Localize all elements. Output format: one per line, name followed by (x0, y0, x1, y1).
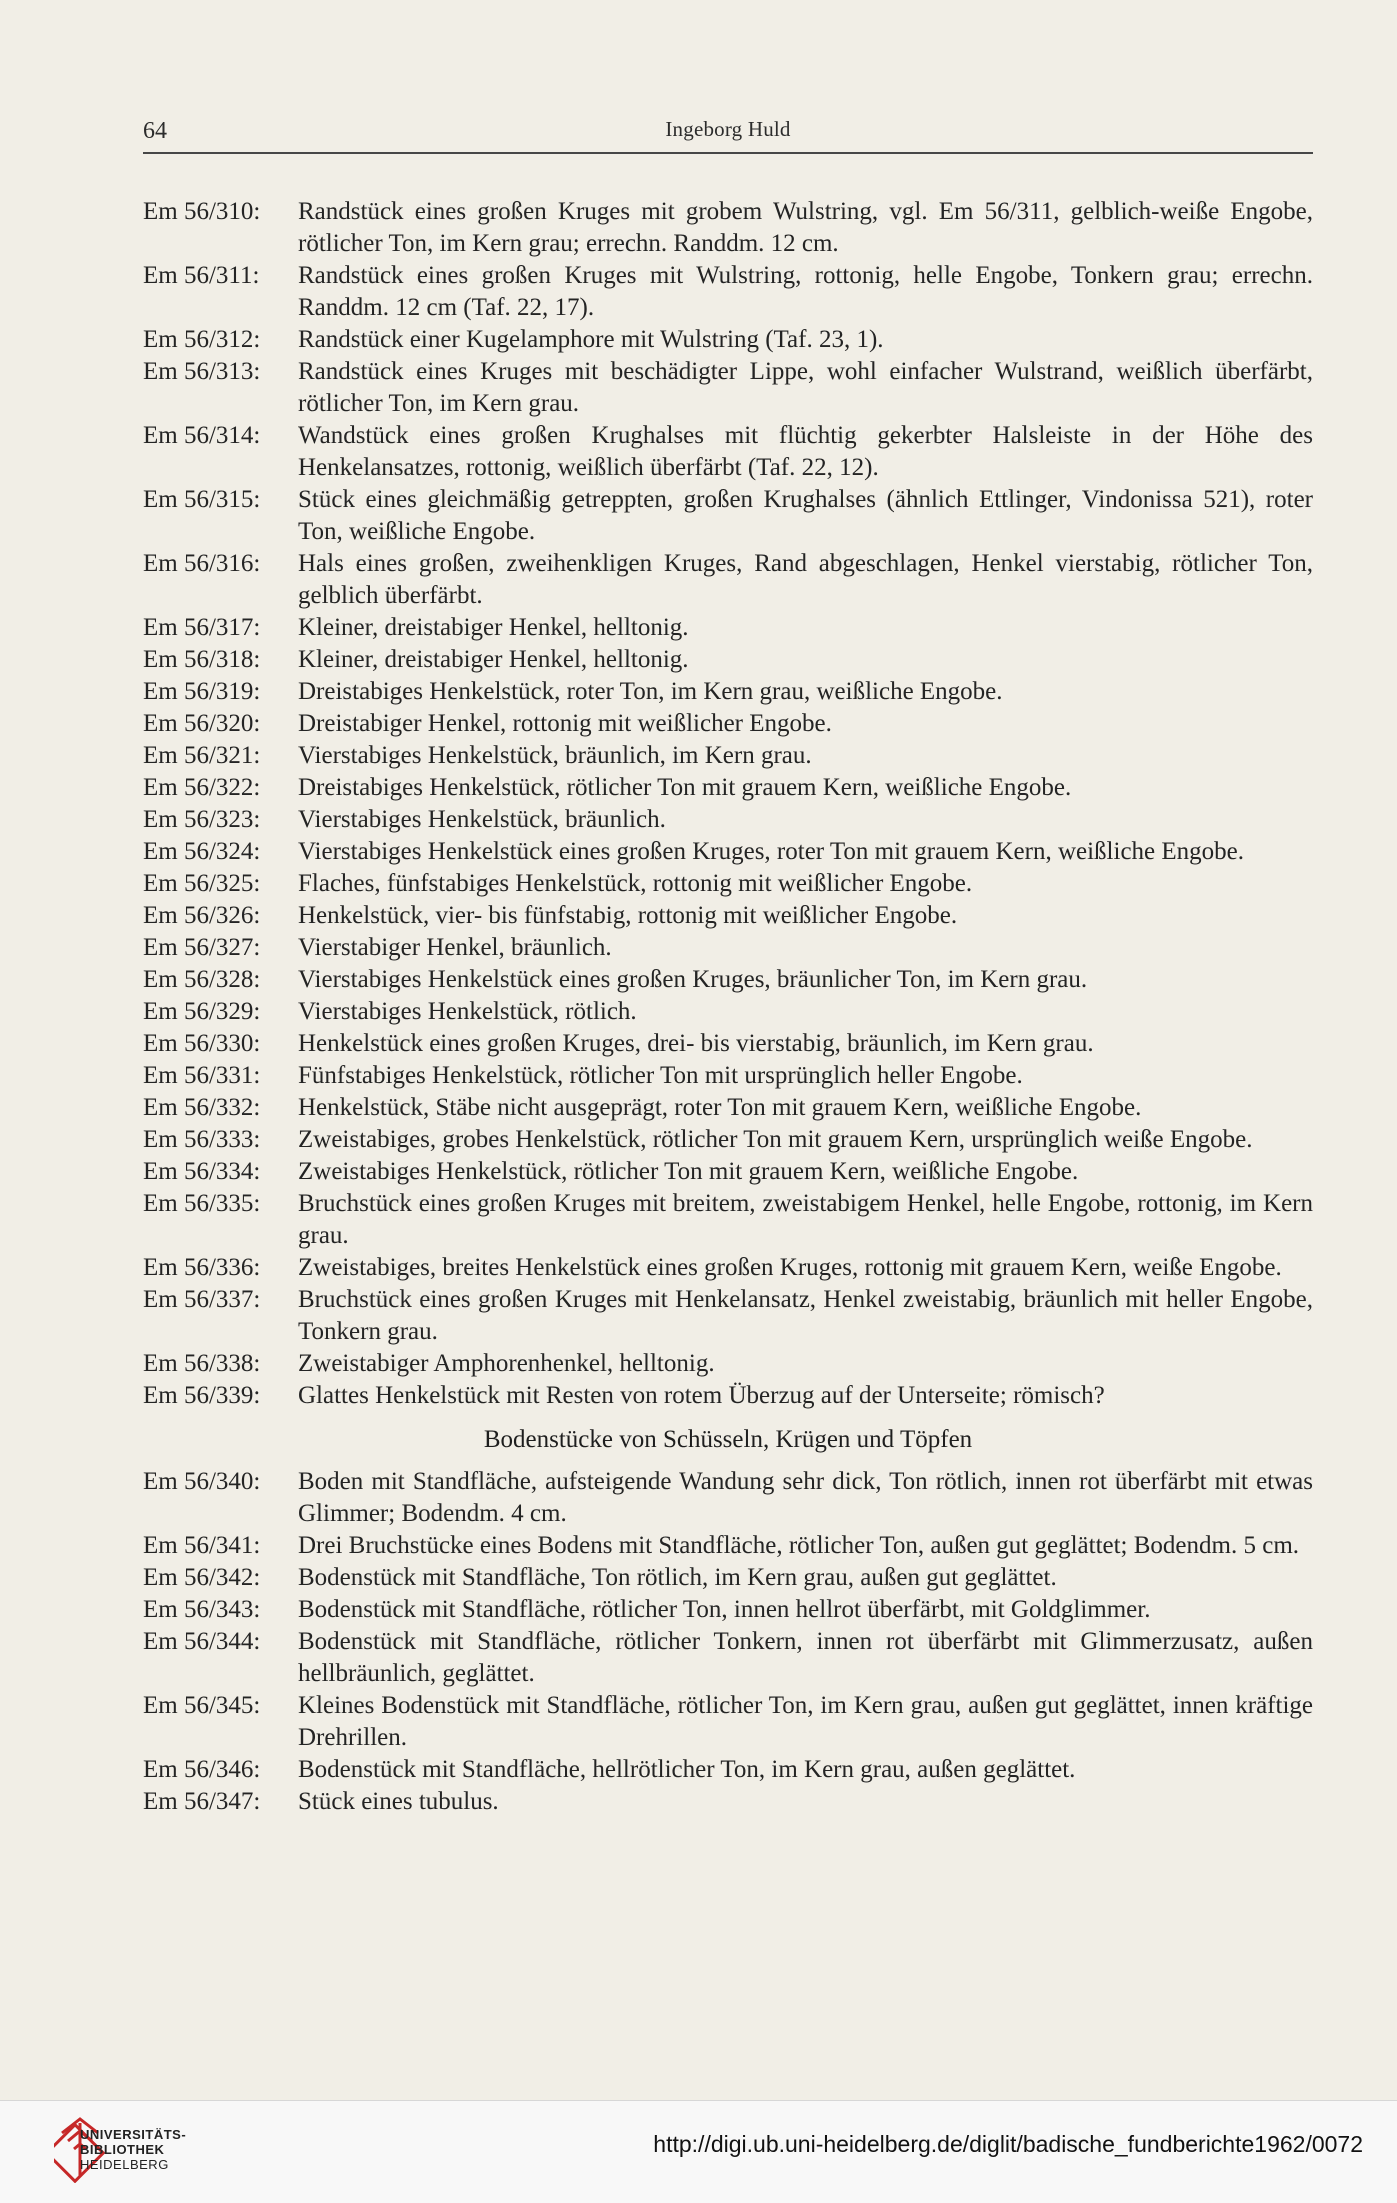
catalog-entry (143, 1124, 1313, 1156)
catalog-entry (143, 772, 1313, 804)
catalog-entry (143, 324, 1313, 356)
entry-description: Kleiner, dreistabiger Henkel, helltonig. (298, 646, 689, 673)
catalog-entry (143, 1284, 1313, 1348)
entry-id: Em 56/341: (143, 1532, 261, 1559)
entry-description: Henkelstück eines großen Kruges, drei- bis vierstabig, bräunlich, im Kern grau. (298, 1030, 1094, 1057)
entry-description: Hals eines großen, zweihenkligen Kruges, Rand abgeschlagen, Henkel vierstabig, rötlicher Ton, gelblich überfärbt. (298, 550, 1313, 609)
entry-description: Stück eines tubulus. (298, 1788, 499, 1815)
entry-id: Em 56/346: (143, 1756, 261, 1783)
entry-id: Em 56/332: (143, 1094, 261, 1121)
entry-description: Zweistabiger Amphorenhenkel, helltonig. (298, 1350, 715, 1377)
entry-id: Em 56/313: (143, 358, 261, 385)
entry-description: Dreistabiger Henkel, rottonig mit weißlicher Engobe. (298, 710, 832, 737)
entry-description: Vierstabiges Henkelstück eines großen Kruges, roter Ton mit grauem Kern, weißliche Engobe. (298, 838, 1245, 865)
entry-description: Bodenstück mit Standfläche, rötlicher Tonkern, innen rot überfärbt mit Glimmerzusatz, außen hellbräunlich, geglättet. (298, 1628, 1313, 1687)
entry-id: Em 56/338: (143, 1350, 261, 1377)
entry-id: Em 56/314: (143, 422, 261, 449)
entry-description: Bodenstück mit Standfläche, rötlicher Ton, innen hellrot überfärbt, mit Goldglimmer. (298, 1596, 1151, 1623)
entry-description: Dreistabiges Henkelstück, roter Ton, im Kern grau, weißliche Engobe. (298, 678, 1003, 705)
entry-id: Em 56/318: (143, 646, 261, 673)
library-name-line-1: UNIVERSITÄTS- (80, 2127, 187, 2142)
entry-description: Glattes Henkelstück mit Resten von rotem Überzug auf der Unterseite; römisch? (298, 1382, 1105, 1409)
entry-description: Bruchstück eines großen Kruges mit Henkelansatz, Henkel zweistabig, bräunlich mit heller Engobe, Tonkern grau. (298, 1286, 1313, 1345)
library-name-line-2: BIBLIOTHEK (80, 2142, 165, 2157)
entry-description: Vierstabiges Henkelstück eines großen Kruges, bräunlicher Ton, im Kern grau. (298, 966, 1088, 993)
entry-id: Em 56/327: (143, 934, 261, 961)
entry-id: Em 56/321: (143, 742, 261, 769)
entry-description: Vierstabiges Henkelstück, rötlich. (298, 998, 637, 1025)
entry-description: Henkelstück, Stäbe nicht ausgeprägt, roter Ton mit grauem Kern, weißliche Engobe. (298, 1094, 1142, 1121)
entry-id: Em 56/319: (143, 678, 261, 705)
catalog-entry (143, 900, 1313, 932)
entry-id: Em 56/320: (143, 710, 261, 737)
catalog-entry (143, 484, 1313, 548)
catalog-entry (143, 1786, 1313, 1818)
entry-id: Em 56/323: (143, 806, 261, 833)
catalog-entry (143, 1028, 1313, 1060)
entry-id: Em 56/340: (143, 1468, 261, 1495)
entry-id: Em 56/328: (143, 966, 261, 993)
entry-id: Em 56/333: (143, 1126, 261, 1153)
entry-description: Kleines Bodenstück mit Standfläche, rötlicher Ton, im Kern grau, außen gut geglättet, innen kräftige Drehrillen. (298, 1692, 1313, 1751)
entry-id: Em 56/331: (143, 1062, 261, 1089)
catalog-entry (143, 1530, 1313, 1562)
catalog-entry (143, 836, 1313, 868)
entry-id: Em 56/329: (143, 998, 261, 1025)
catalog-entries (143, 196, 1313, 1818)
entry-description: Flaches, fünfstabiges Henkelstück, rottonig mit weißlicher Engobe. (298, 870, 973, 897)
entry-description: Randstück einer Kugelamphore mit Wulstring (Taf. 23, 1). (298, 326, 884, 353)
catalog-entry (143, 1626, 1313, 1690)
catalog-entry (143, 612, 1313, 644)
entry-id: Em 56/337: (143, 1286, 261, 1313)
entry-id: Em 56/310: (143, 198, 261, 225)
section-heading: Bodenstücke von Schüsseln, Krügen und Töpfen (483, 1426, 973, 1453)
entry-description: Wandstück eines großen Krughalses mit flüchtig gekerbter Halsleiste in der Höhe des Henkelansatzes, rottonig, weißlich überfärbt (Taf. 22, 12). (298, 422, 1313, 481)
entry-description: Vierstabiger Henkel, bräunlich. (298, 934, 612, 961)
page-header (143, 112, 1313, 154)
page-number: 64 (143, 118, 167, 144)
catalog-entry (143, 1380, 1313, 1412)
entry-description: Kleiner, dreistabiger Henkel, helltonig. (298, 614, 689, 641)
catalog-entry (143, 420, 1313, 484)
entry-id: Em 56/347: (143, 1788, 261, 1815)
catalog-entry (143, 1594, 1313, 1626)
entry-id: Em 56/311: (143, 262, 260, 289)
entry-id: Em 56/315: (143, 486, 261, 513)
entry-id: Em 56/322: (143, 774, 261, 801)
entry-id: Em 56/317: (143, 614, 261, 641)
entry-id: Em 56/324: (143, 838, 261, 865)
catalog-entry (143, 1092, 1313, 1124)
entry-description: Zweistabiges, breites Henkelstück eines großen Kruges, rottonig mit grauem Kern, weiße Engobe. (298, 1254, 1282, 1281)
entry-description: Boden mit Standfläche, aufsteigende Wandung sehr dick, Ton rötlich, innen rot überfärbt mit etwas Glimmer; Bodendm. 4 cm. (298, 1468, 1313, 1527)
entry-id: Em 56/342: (143, 1564, 261, 1591)
catalog-entry (143, 1252, 1313, 1284)
entry-id: Em 56/312: (143, 326, 261, 353)
catalog-entry (143, 868, 1313, 900)
entry-description: Henkelstück, vier- bis fünfstabig, rottonig mit weißlicher Engobe. (298, 902, 958, 929)
digital-copy-link[interactable]: http://digi.ub.uni-heidelberg.de/diglit/badische_fundberichte1962/0072 (653, 2131, 1363, 2157)
entry-description: Dreistabiges Henkelstück, rötlicher Ton mit grauem Kern, weißliche Engobe. (298, 774, 1072, 801)
entry-description: Drei Bruchstücke eines Bodens mit Standfläche, rötlicher Ton, außen gut geglättet; Bodendm. 5 cm. (298, 1532, 1300, 1559)
entry-description: Zweistabiges Henkelstück, rötlicher Ton mit grauem Kern, weißliche Engobe. (298, 1158, 1079, 1185)
catalog-entry (143, 548, 1313, 612)
catalog-entry (143, 1754, 1313, 1786)
entry-description: Randstück eines großen Kruges mit grobem Wulstring, vgl. Em 56/311, gelblich-weiße Engobe, rötlicher Ton, im Kern grau; errechn. Randdm. 12 cm. (298, 198, 1313, 257)
library-name (80, 2127, 240, 2172)
catalog-entry (143, 996, 1313, 1028)
entry-description: Randstück eines großen Kruges mit Wulstring, rottonig, helle Engobe, Tonkern grau; errechn. Randdm. 12 cm (Taf. 22, 17). (298, 262, 1313, 321)
entry-description: Vierstabiges Henkelstück, bräunlich. (298, 806, 666, 833)
catalog-entry (143, 644, 1313, 676)
entry-id: Em 56/345: (143, 1692, 261, 1719)
entries-before-heading (143, 196, 1313, 1412)
catalog-entry (143, 964, 1313, 996)
entries-after-heading (143, 1466, 1313, 1818)
entry-id: Em 56/325: (143, 870, 261, 897)
entry-description: Stück eines gleichmäßig getreppten, großen Krughalses (ähnlich Ettlinger, Vindonissa 521), roter Ton, weißliche Engobe. (298, 486, 1313, 545)
catalog-entry (143, 196, 1313, 260)
entry-description: Zweistabiges, grobes Henkelstück, rötlicher Ton mit grauem Kern, ursprünglich weiße Engobe. (298, 1126, 1253, 1153)
entry-id: Em 56/344: (143, 1628, 261, 1655)
catalog-entry (143, 1060, 1313, 1092)
catalog-entry (143, 1562, 1313, 1594)
entry-id: Em 56/343: (143, 1596, 261, 1623)
entry-description: Bruchstück eines großen Kruges mit breitem, zweistabigem Henkel, helle Engobe, rottonig, im Kern grau. (298, 1190, 1313, 1249)
entry-id: Em 56/335: (143, 1190, 261, 1217)
catalog-entry (143, 1466, 1313, 1530)
entry-description: Bodenstück mit Standfläche, hellrötlicher Ton, im Kern grau, außen geglättet. (298, 1756, 1076, 1783)
digitization-footer (0, 2100, 1397, 2203)
catalog-entry (143, 356, 1313, 420)
entry-id: Em 56/316: (143, 550, 261, 577)
catalog-entry (143, 708, 1313, 740)
catalog-entry (143, 260, 1313, 324)
entry-id: Em 56/339: (143, 1382, 261, 1409)
entry-id: Em 56/326: (143, 902, 261, 929)
catalog-entry (143, 740, 1313, 772)
entry-description: Randstück eines Kruges mit beschädigter Lippe, wohl einfacher Wulstrand, weißlich überfärbt, rötlicher Ton, im Kern grau. (298, 358, 1313, 417)
library-name-line-3: HEIDELBERG (80, 2157, 169, 2172)
entry-id: Em 56/336: (143, 1254, 261, 1281)
catalog-entry (143, 804, 1313, 836)
entry-id: Em 56/334: (143, 1158, 261, 1185)
catalog-entry (143, 1156, 1313, 1188)
entry-description: Bodenstück mit Standfläche, Ton rötlich, im Kern grau, außen gut geglättet. (298, 1564, 1057, 1591)
catalog-entry (143, 1690, 1313, 1754)
catalog-entry (143, 676, 1313, 708)
catalog-entry (143, 932, 1313, 964)
catalog-entry (143, 1348, 1313, 1380)
entry-description: Fünfstabiges Henkelstück, rötlicher Ton mit ursprünglich heller Engobe. (298, 1062, 1023, 1089)
catalog-entry (143, 1188, 1313, 1252)
entry-description: Vierstabiges Henkelstück, bräunlich, im Kern grau. (298, 742, 812, 769)
running-title: Ingeborg Huld (665, 117, 791, 141)
entry-id: Em 56/330: (143, 1030, 261, 1057)
